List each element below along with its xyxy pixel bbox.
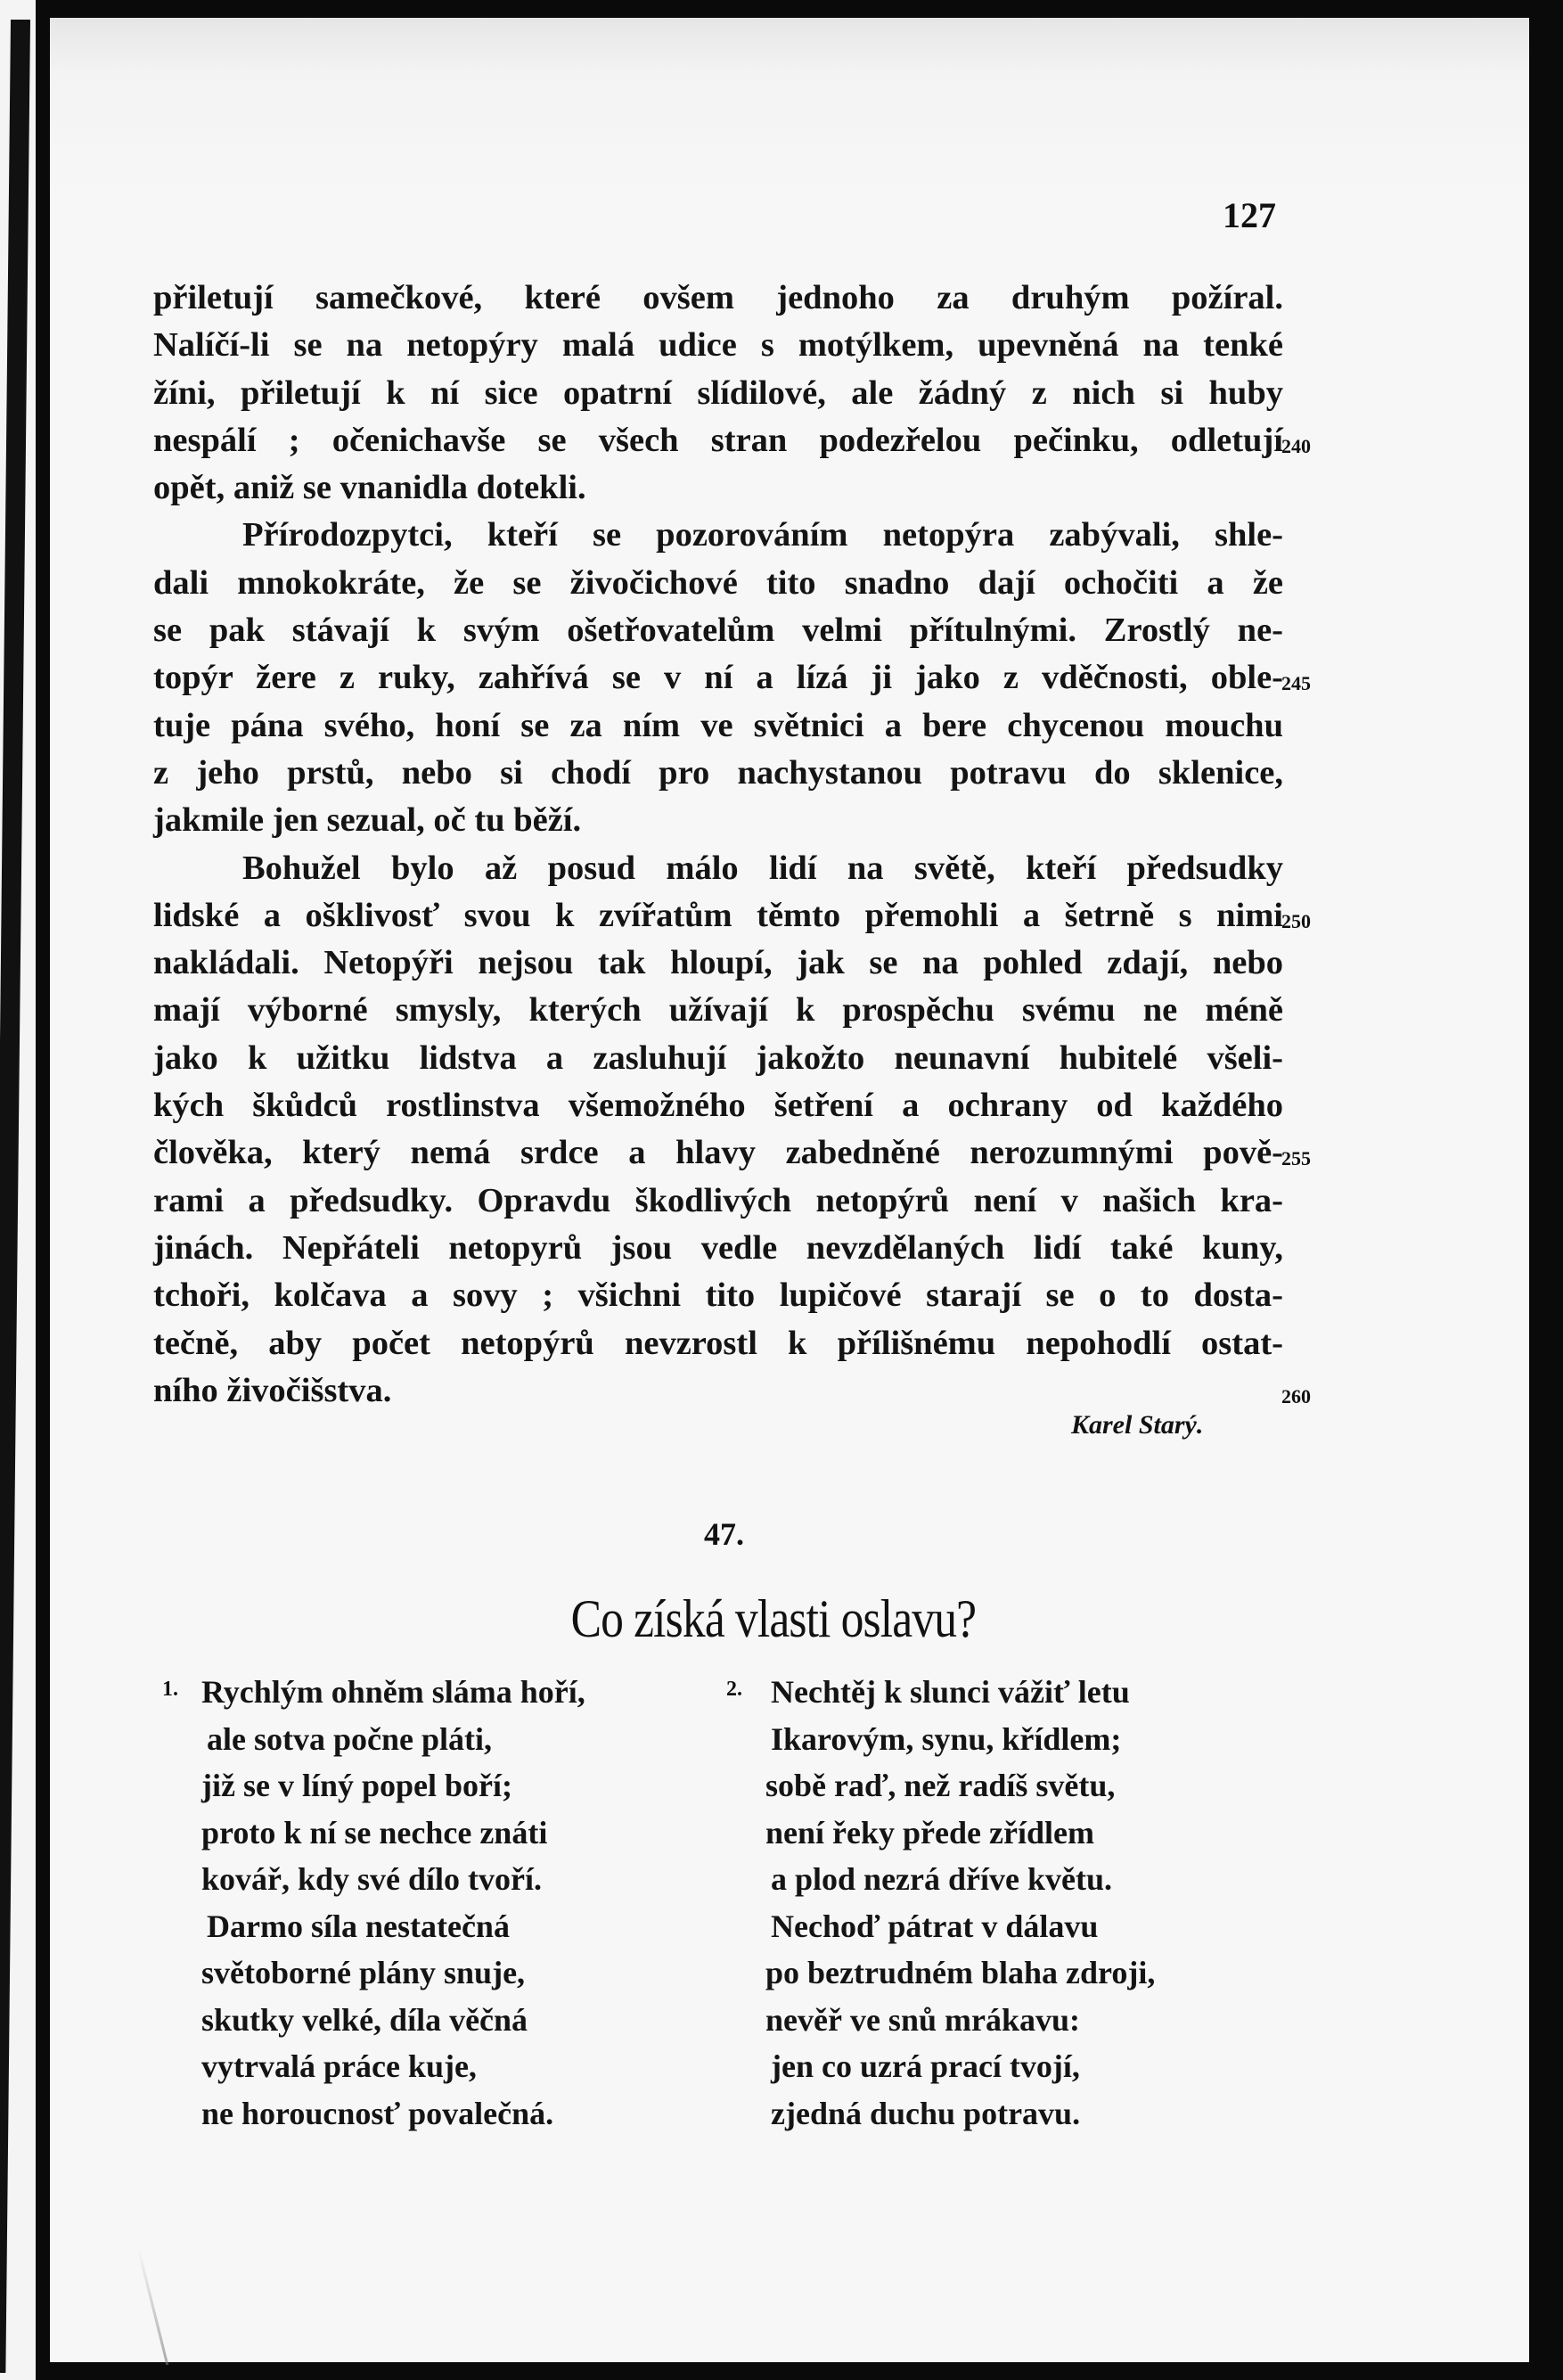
prose-line: se pak stávají k svým ošetřovatelům velmi přítulnými. Zrostlý ne- — [153, 611, 1283, 650]
verse-line: není řeky přede zřídlem — [765, 1814, 1094, 1851]
verse-line: proto k ní se nechce znáti — [201, 1814, 548, 1851]
prose-line: Bohužel bylo až posud málo lidí na světě, kteří předsudky — [242, 849, 1283, 887]
prose-line: jako k užitku lidstva a zasluhují jakožto neunavní hubitelé všeli- — [153, 1038, 1283, 1077]
verse-line: skutky velké, díla věčná — [201, 2001, 528, 2038]
prose-line: žíni, přiletují k ní sice opatrní slídilové, ale žádný z nich si huby — [153, 373, 1283, 412]
prose-line: Přírodozpytci, kteří se pozorováním netopýra zabývali, shle- — [242, 516, 1283, 554]
prose-line: nakládali. Netopýři nejsou tak hloupí, jak se na pohled zdají, nebo — [153, 944, 1283, 982]
verse-line: sobě raď, než radíš světu, — [765, 1768, 1116, 1803]
prose-line: člověka, který nemá srdce a hlavy zabedněné nerozumnými pově- — [153, 1134, 1283, 1172]
stanza-verses — [765, 1669, 1155, 2137]
stanza-number: 2. — [726, 1678, 742, 1701]
prose-line: rami a předsudky. Opravdu škodlivých netopýrů není v našich kra- — [153, 1181, 1283, 1219]
prose-line: přiletují samečkové, které ovšem jednoho za druhým požíral. — [153, 279, 1283, 316]
verse-line: vytrvalá práce kuje, — [201, 2048, 477, 2084]
poem-title: Co získá vlasti oslavu? — [570, 1589, 977, 1648]
verse-line: jen co uzrá prací tvojí, — [771, 2048, 1080, 2084]
stanza-number: 1. — [162, 1678, 178, 1701]
prose-line: dali mnokokráte, že se živočichové tito snadno dají ochočiti a že — [153, 563, 1283, 602]
verse-line: Nechoď pátrat v dálavu — [771, 1908, 1099, 1944]
verse-line: po beztrudném blaha zdroji, — [765, 1955, 1156, 1990]
verse-line: ale sotva počne pláti, — [207, 1720, 492, 1757]
poem-number: 47. — [704, 1516, 744, 1552]
prose-line: jinách. Nepřáteli netopyrů jsou vedle nevzdělaných lidí také kuny, — [153, 1228, 1283, 1267]
verse-line: zjedná duchu potravu. — [771, 2095, 1081, 2131]
page-number: 127 — [1223, 195, 1276, 235]
prose-line: ního živočišstva. — [153, 1371, 392, 1409]
margin-line-number: 260 — [1281, 1384, 1311, 1407]
margin-line-number: 240 — [1281, 434, 1311, 457]
verse-line: již se v líný popel boří; — [201, 1768, 512, 1803]
prose-line: jakmile jen sezual, oč tu běží. — [153, 801, 582, 840]
verse-line: Darmo síla nestatečná — [207, 1908, 510, 1944]
prose-line: kých škůdců rostlinstva všemožného šetření a ochrany od každého — [153, 1087, 1283, 1125]
verse-line: Nechtěj k slunci vážiť letu — [771, 1674, 1130, 1710]
verse-line: světoborné plány snuje, — [201, 1955, 526, 1990]
prose-line: tečně, aby počet netopýrů nevzrostl k přílišnému nepohodlí ostat- — [153, 1324, 1283, 1362]
prose-line: topýr žere z ruky, zahřívá se v ní a lízá ji jako z vděčnosti, oble- — [153, 659, 1283, 697]
margin-line-number: 250 — [1281, 909, 1311, 932]
verse-line: nevěř ve snů mrákavu: — [765, 2001, 1080, 2038]
prose-line: opět, aniž se vnanidla dotekli. — [153, 469, 586, 507]
prose-line: lidské a ošklivosť svou k zvířatům těmto přemohli a šetrně s nimi — [153, 896, 1283, 934]
prose-line: z jeho prstů, nebo si chodí pro nachystanou potravu do sklenice, — [153, 753, 1283, 792]
verse-line: a plod nezrá dříve květu. — [771, 1861, 1112, 1897]
stanza-verses — [201, 1669, 585, 2137]
prose-line: tchoři, kolčava a sovy ; všichni tito lupičové starají se o to dosta- — [153, 1276, 1283, 1315]
author-signature: Karel Starý. — [1071, 1410, 1204, 1440]
prose-line: mají výborné smysly, kterých užívají k prospěchu svému ne méně — [153, 991, 1283, 1030]
prose-line: tuje pána svého, honí se za ním ve světnici a bere chycenou mouchu — [153, 706, 1283, 744]
prose-body — [153, 275, 1283, 1415]
verse-line: Ikarovým, synu, křídlem; — [771, 1720, 1122, 1757]
verse-line: ne horoucnosť povalečná. — [201, 2095, 554, 2131]
verse-line: kovář, kdy své dílo tvoří. — [201, 1861, 543, 1897]
prose-line: nespálí ; očenichavše se všech stran podezřelou pečinku, odletují — [153, 421, 1283, 459]
verse-line: Rychlým ohněm sláma hoří, — [201, 1674, 585, 1710]
margin-line-number: 255 — [1281, 1147, 1311, 1170]
prose-line: Nalíčí-li se na netopýry malá udice s motýlkem, upevněná na tenké — [153, 326, 1283, 365]
margin-line-number: 245 — [1281, 672, 1311, 695]
